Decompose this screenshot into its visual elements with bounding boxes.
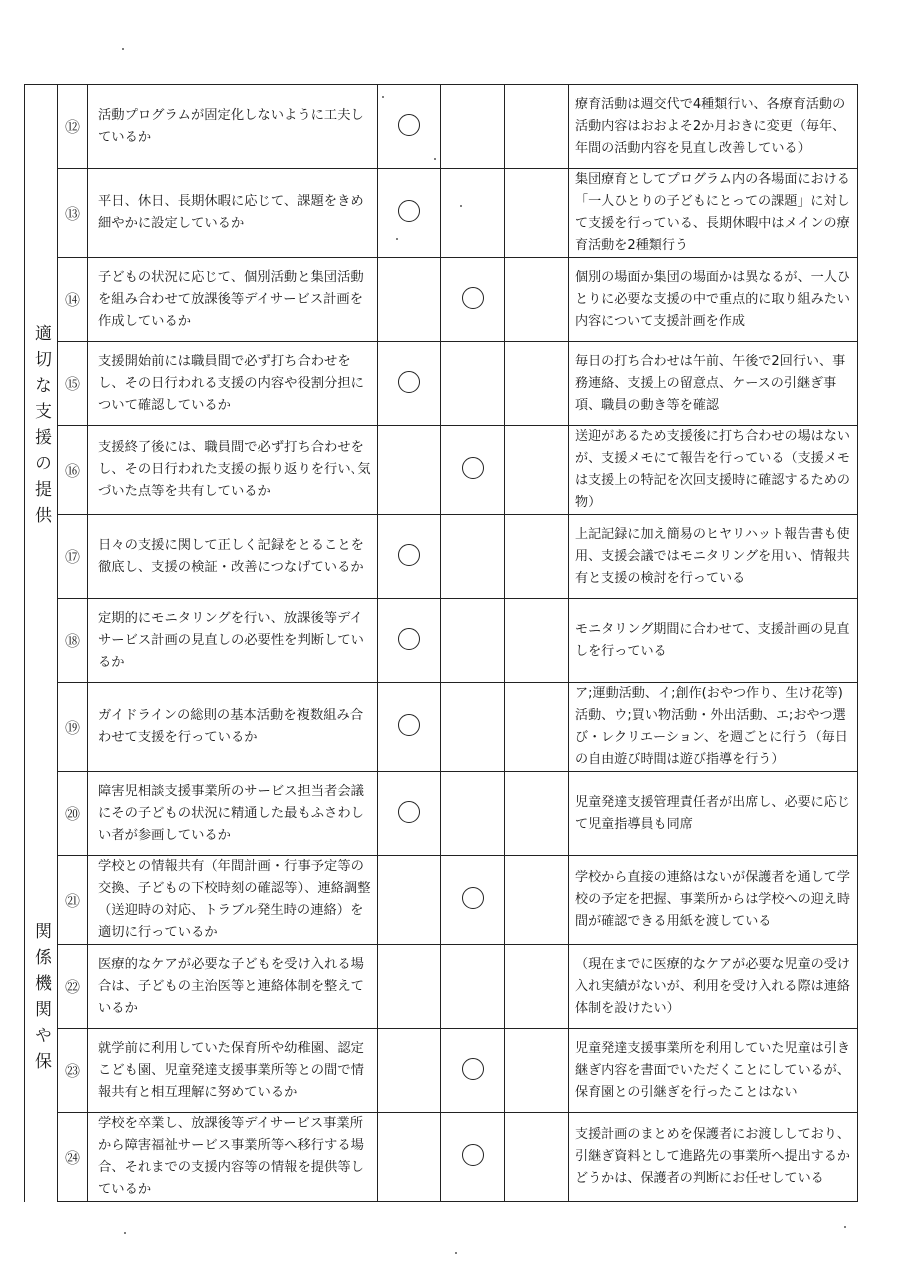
circle-mark-icon [462,1144,484,1166]
improvement-note: 上記記録に加え簡易のヒヤリハット報告書も使用、支援会議ではモニタリングを用い、情報共有と支援の検討を行っている [569,515,858,599]
evaluation-table [24,84,858,1202]
circle-mark-icon [462,1058,484,1080]
answer-partial-cell[interactable] [441,515,505,599]
answer-no-cell[interactable] [505,1029,569,1113]
circle-mark-icon [398,801,420,823]
question-text: 子どもの状況に応じて、個別活動と集団活動を組み合わせて放課後等デイサービス計画を作成しているか [88,258,378,342]
answer-partial-cell[interactable] [441,772,505,856]
answer-no-cell[interactable] [505,515,569,599]
table-row [25,683,858,772]
answer-yes-cell[interactable] [378,772,441,856]
answer-partial-cell[interactable] [441,342,505,426]
section-label: 関係機関や保 [31,921,51,1078]
item-number: ⑲ [58,683,88,772]
answer-yes-cell[interactable] [378,1029,441,1113]
answer-yes-cell[interactable] [378,426,441,515]
answer-partial-cell[interactable] [441,683,505,772]
item-number: ㉔ [58,1113,88,1202]
improvement-note: 集団療育としてプログラム内の各場面における「一人ひとりの子どもにとっての課題」に対して支援を行っている、長期休暇中はメインの療育活動を2種類行う [569,169,858,258]
table-row [25,1029,858,1113]
improvement-note: モニタリング期間に合わせて、支援計画の見直しを行っている [569,599,858,683]
answer-yes-cell[interactable] [378,258,441,342]
table-row [25,85,858,169]
answer-partial-cell[interactable] [441,1113,505,1202]
answer-yes-cell[interactable] [378,1113,441,1202]
question-text: 活動プログラムが固定化しないように工夫しているか [88,85,378,169]
answer-no-cell[interactable] [505,426,569,515]
question-text: 日々の支援に関して正しく記録をとることを徹底し、支援の検証・改善につなげているか [88,515,378,599]
circle-mark-icon [398,371,420,393]
improvement-note: 送迎があるため支援後に打ち合わせの場はないが、支援メモにて報告を行っている（支援メモは支援上の特記を次回支援時に確認するための物） [569,426,858,515]
improvement-note: （現在までに医療的なケアが必要な児童の受け入れ実績がないが、利用を受け入れる際は連絡体制を設けたい） [569,945,858,1029]
question-text: 支援開始前には職員間で必ず打ち合わせをし、その日行われる支援の内容や役割分担について確認しているか [88,342,378,426]
answer-no-cell[interactable] [505,1113,569,1202]
answer-no-cell[interactable] [505,342,569,426]
answer-yes-cell[interactable] [378,342,441,426]
improvement-note: 毎日の打ち合わせは午前、午後で2回行い、事務連絡、支援上の留意点、ケースの引継ぎ事項、職員の動き等を確認 [569,342,858,426]
circle-mark-icon [398,200,420,222]
section-label-cell [25,772,58,1202]
circle-mark-icon [462,457,484,479]
item-number: ⑰ [58,515,88,599]
circle-mark-icon [398,714,420,736]
table-row [25,856,858,945]
answer-yes-cell[interactable] [378,945,441,1029]
question-text: 就学前に利用していた保育所や幼稚園、認定こども園、児童発達支援事業所等との間で情報共有と相互理解に努めているか [88,1029,378,1113]
answer-no-cell[interactable] [505,772,569,856]
item-number: ㉑ [58,856,88,945]
answer-partial-cell[interactable] [441,856,505,945]
answer-no-cell[interactable] [505,945,569,1029]
improvement-note: 学校から直接の連絡はないが保護者を通して学校の予定を把握、事業所からは学校への迎え時間が確認できる用紙を渡している [569,856,858,945]
section-label-cell [25,85,58,772]
answer-yes-cell[interactable] [378,599,441,683]
answer-yes-cell[interactable] [378,169,441,258]
table-row [25,426,858,515]
answer-partial-cell[interactable] [441,426,505,515]
item-number: ⑱ [58,599,88,683]
question-text: 障害児相談支援事業所のサービス担当者会議にその子どもの状況に精通した最もふさわしい者が参画しているか [88,772,378,856]
answer-no-cell[interactable] [505,85,569,169]
circle-mark-icon [462,287,484,309]
improvement-note: 児童発達支援管理責任者が出席し、必要に応じて児童指導員も同席 [569,772,858,856]
question-text: 学校との情報共有（年間計画・行事予定等の交換、子どもの下校時刻の確認等）、連絡調整（送迎時の対応、トラブル発生時の連絡）を適切に行っているか [88,856,378,945]
table-row [25,599,858,683]
answer-partial-cell[interactable] [441,945,505,1029]
question-text: 支援終了後には、職員間で必ず打ち合わせをし、その日行われた支援の振り返りを行い､気づいた点等を共有しているか [88,426,378,515]
question-text: ガイドラインの総則の基本活動を複数組み合わせて支援を行っているか [88,683,378,772]
answer-yes-cell[interactable] [378,683,441,772]
improvement-note: 支援計画のまとめを保護者にお渡ししており、引継ぎ資料として進路先の事業所へ提出するかどうかは、保護者の判断にお任せしている [569,1113,858,1202]
table-row [25,342,858,426]
answer-partial-cell[interactable] [441,258,505,342]
item-number: ⑫ [58,85,88,169]
answer-partial-cell[interactable] [441,169,505,258]
item-number: ⑭ [58,258,88,342]
evaluation-sheet [24,84,857,1197]
item-number: ⑳ [58,772,88,856]
circle-mark-icon [398,628,420,650]
table-row [25,169,858,258]
answer-yes-cell[interactable] [378,85,441,169]
improvement-note: ア;運動活動、イ;創作(おやつ作り、生け花等)活動、ウ;買い物活動・外出活動、エ;おやつ選び・レクリエーション、を週ごとに行う（毎日の自由遊び時間は遊び指導を行う） [569,683,858,772]
answer-partial-cell[interactable] [441,599,505,683]
question-text: 医療的なケアが必要な子どもを受け入れる場合は、子どもの主治医等と連絡体制を整えているか [88,945,378,1029]
improvement-note: 個別の場面か集団の場面かは異なるが、一人ひとりに必要な支援の中で重点的に取り組みたい内容について支援計画を作成 [569,258,858,342]
question-text: 学校を卒業し、放課後等デイサービス事業所から障害福祉サービス事業所等へ移行する場合、それまでの支援内容等の情報を提供等しているか [88,1113,378,1202]
item-number: ⑯ [58,426,88,515]
answer-no-cell[interactable] [505,599,569,683]
circle-mark-icon [398,114,420,136]
answer-partial-cell[interactable] [441,85,505,169]
answer-no-cell[interactable] [505,258,569,342]
table-row [25,945,858,1029]
circle-mark-icon [398,544,420,566]
item-number: ㉒ [58,945,88,1029]
answer-no-cell[interactable] [505,683,569,772]
answer-no-cell[interactable] [505,856,569,945]
item-number: ⑮ [58,342,88,426]
section-label: 適切な支援の提供 [31,324,51,533]
answer-partial-cell[interactable] [441,1029,505,1113]
item-number: ㉓ [58,1029,88,1113]
table-row [25,515,858,599]
table-row [25,772,858,856]
table-row [25,1113,858,1202]
improvement-note: 児童発達支援事業所を利用していた児童は引き継ぎ内容を書面でいただくことにしているが、保育園との引継ぎを行ったことはない [569,1029,858,1113]
question-text: 平日、休日、長期休暇に応じて、課題をきめ細やかに設定しているか [88,169,378,258]
table-row [25,258,858,342]
answer-yes-cell[interactable] [378,856,441,945]
item-number: ⑬ [58,169,88,258]
answer-yes-cell[interactable] [378,515,441,599]
answer-no-cell[interactable] [505,169,569,258]
question-text: 定期的にモニタリングを行い、放課後等デイサービス計画の見直しの必要性を判断しているか [88,599,378,683]
circle-mark-icon [462,887,484,909]
improvement-note: 療育活動は週交代で4種類行い、各療育活動の活動内容はおおよそ2か月おきに変更（毎年、年間の活動内容を見直し改善している） [569,85,858,169]
